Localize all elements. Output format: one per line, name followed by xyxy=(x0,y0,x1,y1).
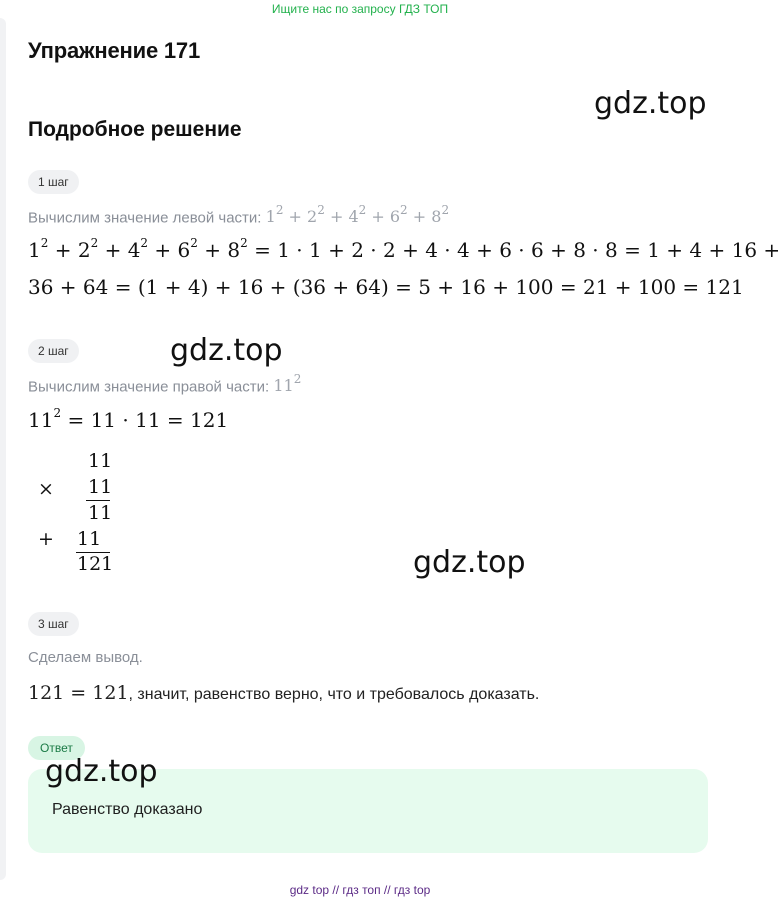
watermark-4: gdz.top xyxy=(45,754,158,789)
page-title: Упражнение 171 xyxy=(28,38,200,63)
step-1-hint-text: Вычислим значение левой части: xyxy=(28,209,262,227)
column-multiplication xyxy=(28,448,148,578)
step-2-hint-text: Вычислим значение правой части: xyxy=(28,378,270,396)
multiplier: 11 xyxy=(88,476,113,498)
conclusion-text: , значит, равенство верно, что и требовалось доказать. xyxy=(128,686,540,703)
step-2-equation: $11^2 = 11 \cdot 11 = 121$ xyxy=(28,406,229,432)
step-1-chip: 1 шаг xyxy=(28,170,79,194)
conclusion-equation: 121 = 121 xyxy=(28,682,129,704)
step-3-hint: Сделаем вывод. xyxy=(28,649,143,666)
partial-product-2: 11 xyxy=(77,528,102,550)
section-title: Подробное решение xyxy=(28,118,242,141)
plus-sign: + xyxy=(38,528,54,550)
conclusion xyxy=(28,682,539,704)
step-1-hint-formula: $1^2 + 2^2 + 4^2 + 6^2 + 8^2$ xyxy=(265,203,450,227)
watermark-1: gdz.top xyxy=(594,86,707,121)
step-2-hint xyxy=(28,374,301,395)
top-banner[interactable]: Ищите нас по запросу ГДЗ ТОП xyxy=(271,2,449,16)
footer-links[interactable]: gdz top // гдз топ // гдз top xyxy=(289,883,431,897)
answer-chip: Ответ xyxy=(28,736,85,760)
left-edge-bar xyxy=(0,18,6,880)
multiplicand: 11 xyxy=(88,450,113,472)
step-1-equation-line-2: 36 + 64 = (1 + 4) + 16 + (36 + 64) = 5 + 16 + 100 = 21 + 100 = 121 xyxy=(28,275,744,299)
rule-1 xyxy=(86,500,110,501)
step-3-chip: 3 шаг xyxy=(28,612,79,636)
watermark-2: gdz.top xyxy=(170,333,283,368)
partial-product-1: 11 xyxy=(88,502,113,524)
times-sign: × xyxy=(38,478,54,500)
watermark-3: gdz.top xyxy=(413,545,526,580)
answer-text: Равенство доказано xyxy=(52,801,203,818)
step-2-hint-formula: $11^2$ xyxy=(273,372,302,396)
step-1-hint xyxy=(28,205,449,226)
product-result: 121 xyxy=(77,553,114,575)
step-2-chip: 2 шаг xyxy=(28,339,79,363)
step-1-equation-line-1: $1^2 + 2^2 + 4^2 + 6^2 + 8^2 = 1 \cdot 1 + 2 \cdot 2 + 4 \cdot 4 + 6 \cdot 6 + 8 \cdot 8 = 1 + 4 + 16$ + xyxy=(28,236,780,262)
